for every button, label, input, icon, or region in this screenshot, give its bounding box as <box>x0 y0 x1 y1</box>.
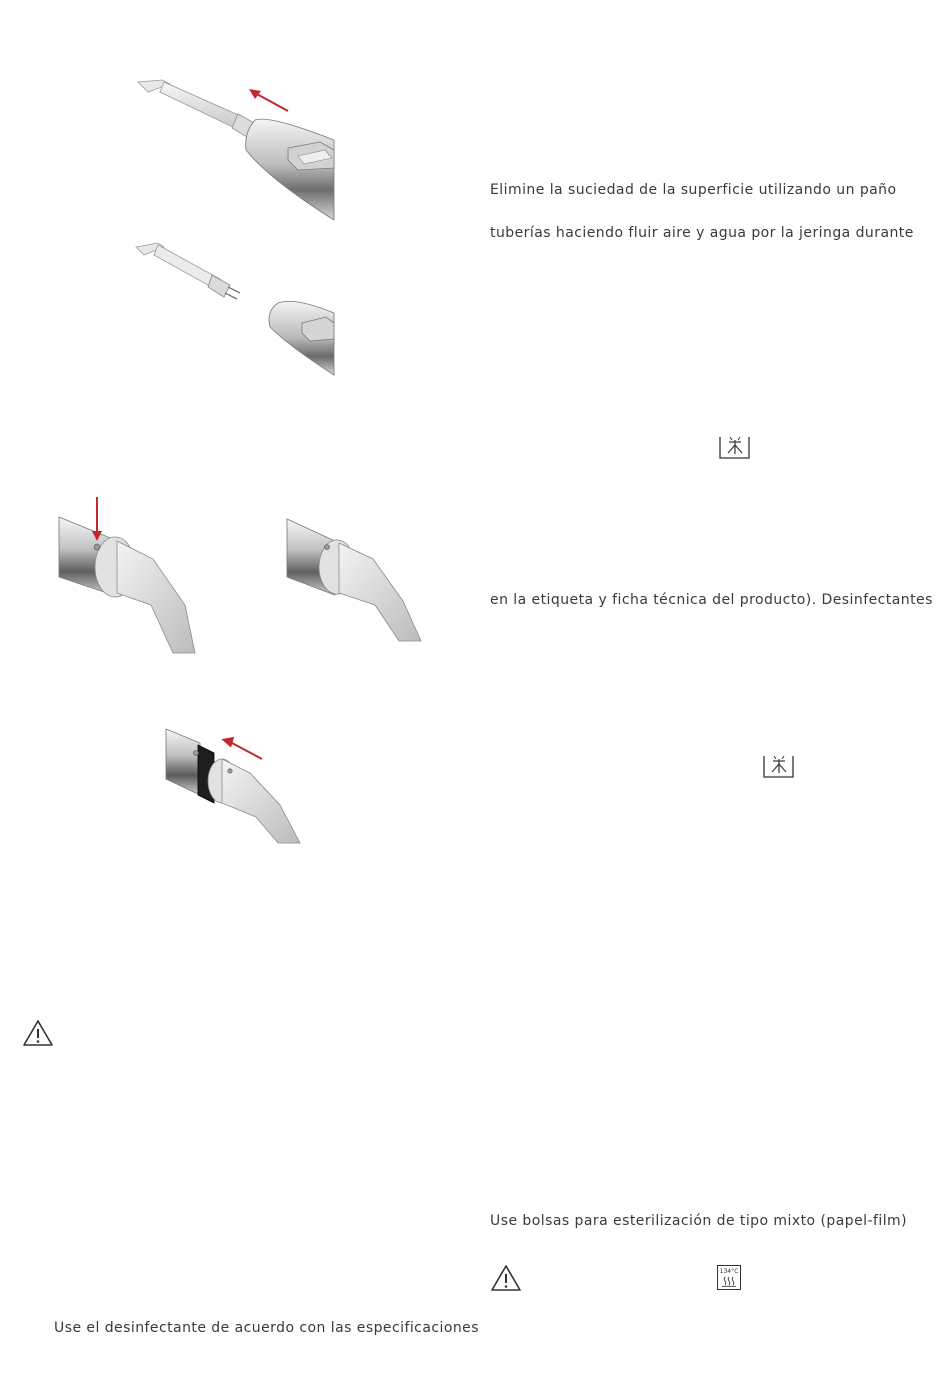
syringe-head-figure <box>285 515 425 645</box>
wash-spray-icon-2 <box>763 753 795 779</box>
sterilization-bag-instruction: Use bolsas para esterilización de tipo mixto (papel-film) <box>490 1213 908 1229</box>
syringe-nozzle-removal-figure <box>120 70 340 225</box>
cleaning-instruction-line-1: Elimine la suciedad de la superficie utilizando un paño <box>490 182 897 198</box>
warning-icon-2 <box>490 1264 522 1292</box>
red-arrow-icon <box>245 83 295 118</box>
autoclave-134c-icon <box>717 1265 741 1290</box>
disinfectant-usage-instruction: Use el desinfectante de acuerdo con las especificaciones <box>54 1320 479 1336</box>
steam-icon <box>722 1276 736 1287</box>
warning-icon <box>22 1019 54 1047</box>
autoclave-temp-label: 134°C <box>719 1268 739 1275</box>
syringe-pin-press-figure <box>55 495 200 655</box>
syringe-oring-figure <box>160 725 305 850</box>
syringe-nozzle-removed-figure <box>130 235 340 380</box>
cleaning-instruction-line-2: tuberías haciendo fluir aire y agua por la jeringa durante <box>490 225 914 241</box>
disinfectant-instruction-line: en la etiqueta y ficha técnica del producto). Desinfectantes <box>490 592 933 608</box>
wash-spray-icon <box>719 434 751 460</box>
